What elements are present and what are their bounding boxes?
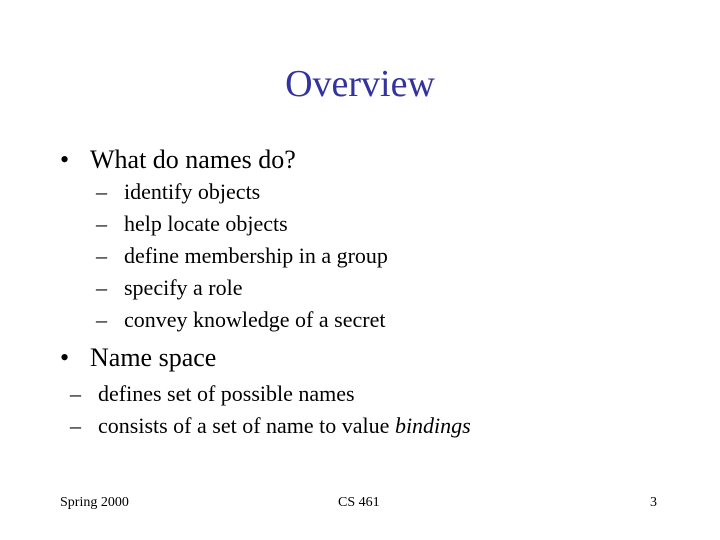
dash-icon: – <box>70 381 81 406</box>
dash-icon: – <box>96 307 107 332</box>
sub-item-text: defines set of possible names <box>98 381 355 406</box>
bullet-text: Name space <box>90 343 217 372</box>
sub-item <box>96 272 243 304</box>
dash-icon: – <box>70 413 81 438</box>
bullet-item <box>60 144 296 176</box>
footer-page-number: 3 <box>650 495 657 510</box>
dash-icon: – <box>96 275 107 300</box>
sub-item <box>96 304 385 336</box>
bullet-dot-icon: • <box>60 343 70 372</box>
sub-item <box>70 410 471 442</box>
bullet-dot-icon: • <box>60 145 70 174</box>
emphasis-text: bindings <box>394 413 471 438</box>
sub-item <box>96 208 288 240</box>
sub-item-text: consists of a set of name to value <box>98 413 390 438</box>
footer-left: Spring 2000 <box>60 495 129 510</box>
sub-item-text: define membership in a group <box>124 243 388 268</box>
bullet-item <box>60 342 216 374</box>
sub-item-text: convey knowledge of a secret <box>124 307 386 332</box>
bullet-text: What do names do? <box>90 145 296 174</box>
sub-item-text: specify a role <box>124 275 243 300</box>
sub-item <box>96 176 260 208</box>
footer-center: CS 461 <box>338 495 380 510</box>
sub-item-text: identify objects <box>124 179 261 204</box>
dash-icon: – <box>96 179 107 204</box>
slide-title: Overview <box>285 63 435 105</box>
sub-item <box>96 240 388 272</box>
sub-item-text: help locate objects <box>124 211 288 236</box>
sub-item <box>70 378 355 410</box>
dash-icon: – <box>96 211 107 236</box>
dash-icon: – <box>96 243 107 268</box>
